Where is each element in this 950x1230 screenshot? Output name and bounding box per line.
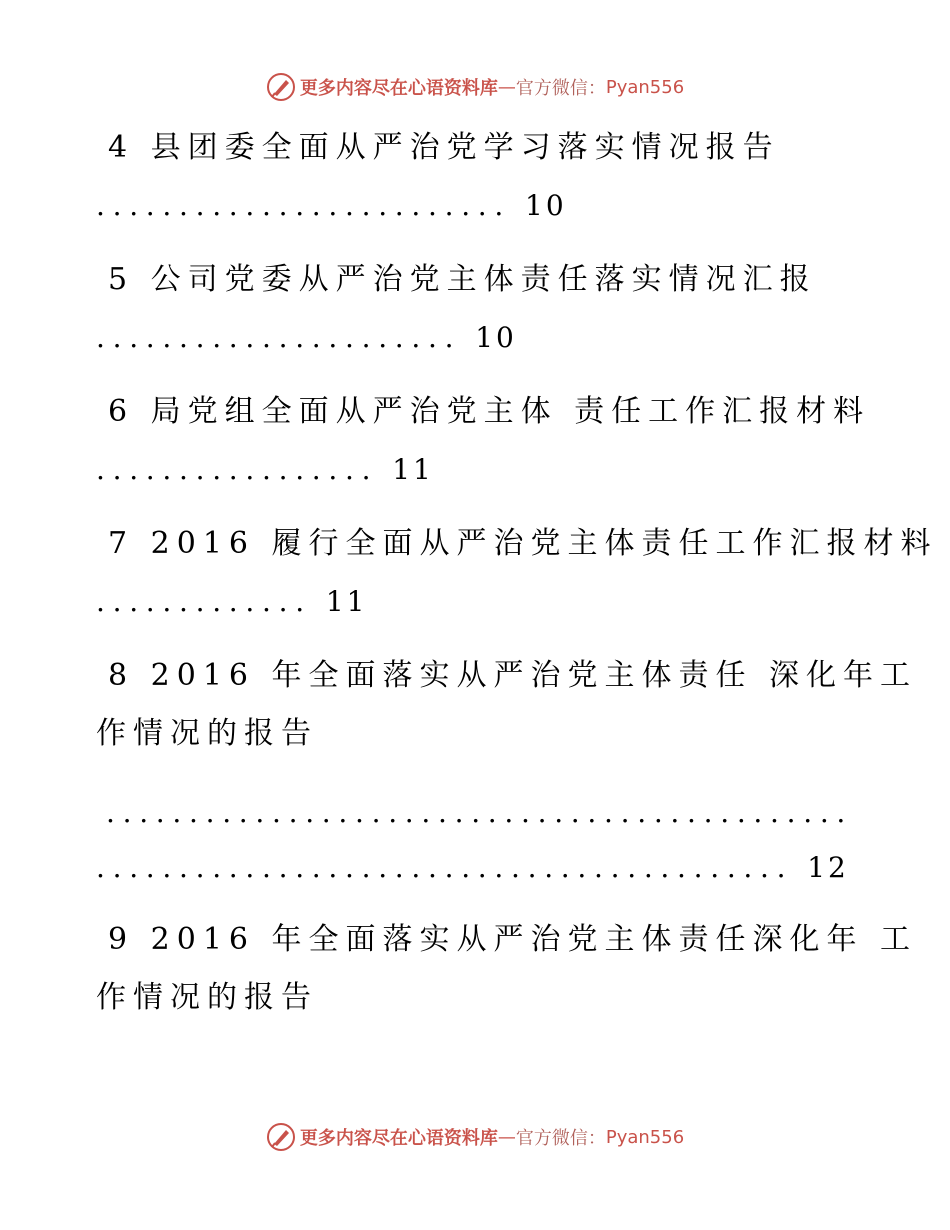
toc-page-number: 10 (525, 189, 567, 222)
toc-page-number: 12 (807, 851, 849, 884)
quill-pen-logo-icon (266, 1122, 296, 1152)
toc-entry-title: 2016 年全面落实从严治党主体责任深化年 工 (150, 922, 918, 957)
toc-entry-number: 7 (108, 526, 135, 561)
toc-dot-leader: ......................... (96, 189, 512, 222)
toc-entry-4-title[interactable] (96, 128, 780, 168)
toc-entry-number: 8 (108, 658, 135, 693)
toc-entry-6-title[interactable] (96, 392, 870, 432)
toc-entry-7-title[interactable] (96, 524, 938, 564)
toc-entry-8-title-line1[interactable] (96, 656, 917, 696)
watermark-dash: — (497, 76, 516, 98)
toc-entry-title: 作情况的报告 (96, 716, 318, 751)
toc-dot-leader: ............................................. (106, 796, 854, 829)
toc-dot-leader: ................. (96, 453, 379, 486)
toc-dot-leader: ...................... (96, 321, 462, 354)
toc-page-number: 11 (392, 453, 434, 486)
toc-entry-4-leader (96, 186, 567, 226)
toc-entry-title: 县团委全面从严治党学习落实情况报告 (150, 130, 780, 165)
toc-entry-number: 4 (108, 130, 135, 165)
toc-entry-5-title[interactable] (96, 260, 817, 300)
toc-entry-6-leader (96, 450, 434, 490)
toc-dot-leader: .......................................... (96, 851, 794, 884)
toc-entry-title: 公司党委从严治党主体责任落实情况汇报 (150, 262, 817, 297)
toc-entry-8-title-line2[interactable] (96, 714, 318, 754)
watermark-wechat-label: 官方微信： (515, 1128, 606, 1149)
toc-page-number: 10 (475, 321, 517, 354)
toc-entry-5-leader (96, 318, 517, 358)
toc-entry-9-title-line1[interactable] (96, 920, 917, 960)
watermark-brand: 更多内容尽在心语资料库 (299, 78, 498, 99)
toc-page-number: 11 (325, 585, 368, 618)
toc-entry-number: 5 (108, 262, 135, 297)
toc-entry-9-title-line2[interactable] (96, 978, 318, 1018)
footer-watermark (0, 1122, 950, 1152)
watermark-wechat-id: Pyan556 (605, 76, 685, 98)
toc-entry-title: 2016 年全面落实从严治党主体责任 深化年工 (150, 658, 918, 693)
toc-entry-number: 9 (108, 922, 135, 957)
watermark-dash: — (497, 1126, 516, 1148)
toc-entry-8-leader-line1 (106, 793, 853, 833)
header-watermark (0, 72, 950, 102)
toc-entry-title: 2016 履行全面从严治党主体责任工作汇报材料 (150, 526, 938, 561)
toc-entry-7-leader (96, 582, 367, 622)
toc-entry-title: 作情况的报告 (96, 980, 318, 1015)
toc-dot-leader: ............. (96, 585, 312, 618)
watermark-wechat-id: Pyan556 (605, 1126, 685, 1148)
toc-entry-number: 6 (108, 394, 135, 429)
watermark-brand: 更多内容尽在心语资料库 (299, 1128, 498, 1149)
toc-entry-title: 局党组全面从严治党主体 责任工作汇报材料 (150, 394, 871, 429)
quill-pen-logo-icon (266, 72, 296, 102)
toc-entry-8-leader-line2 (96, 848, 849, 888)
watermark-wechat-label: 官方微信： (515, 78, 606, 99)
